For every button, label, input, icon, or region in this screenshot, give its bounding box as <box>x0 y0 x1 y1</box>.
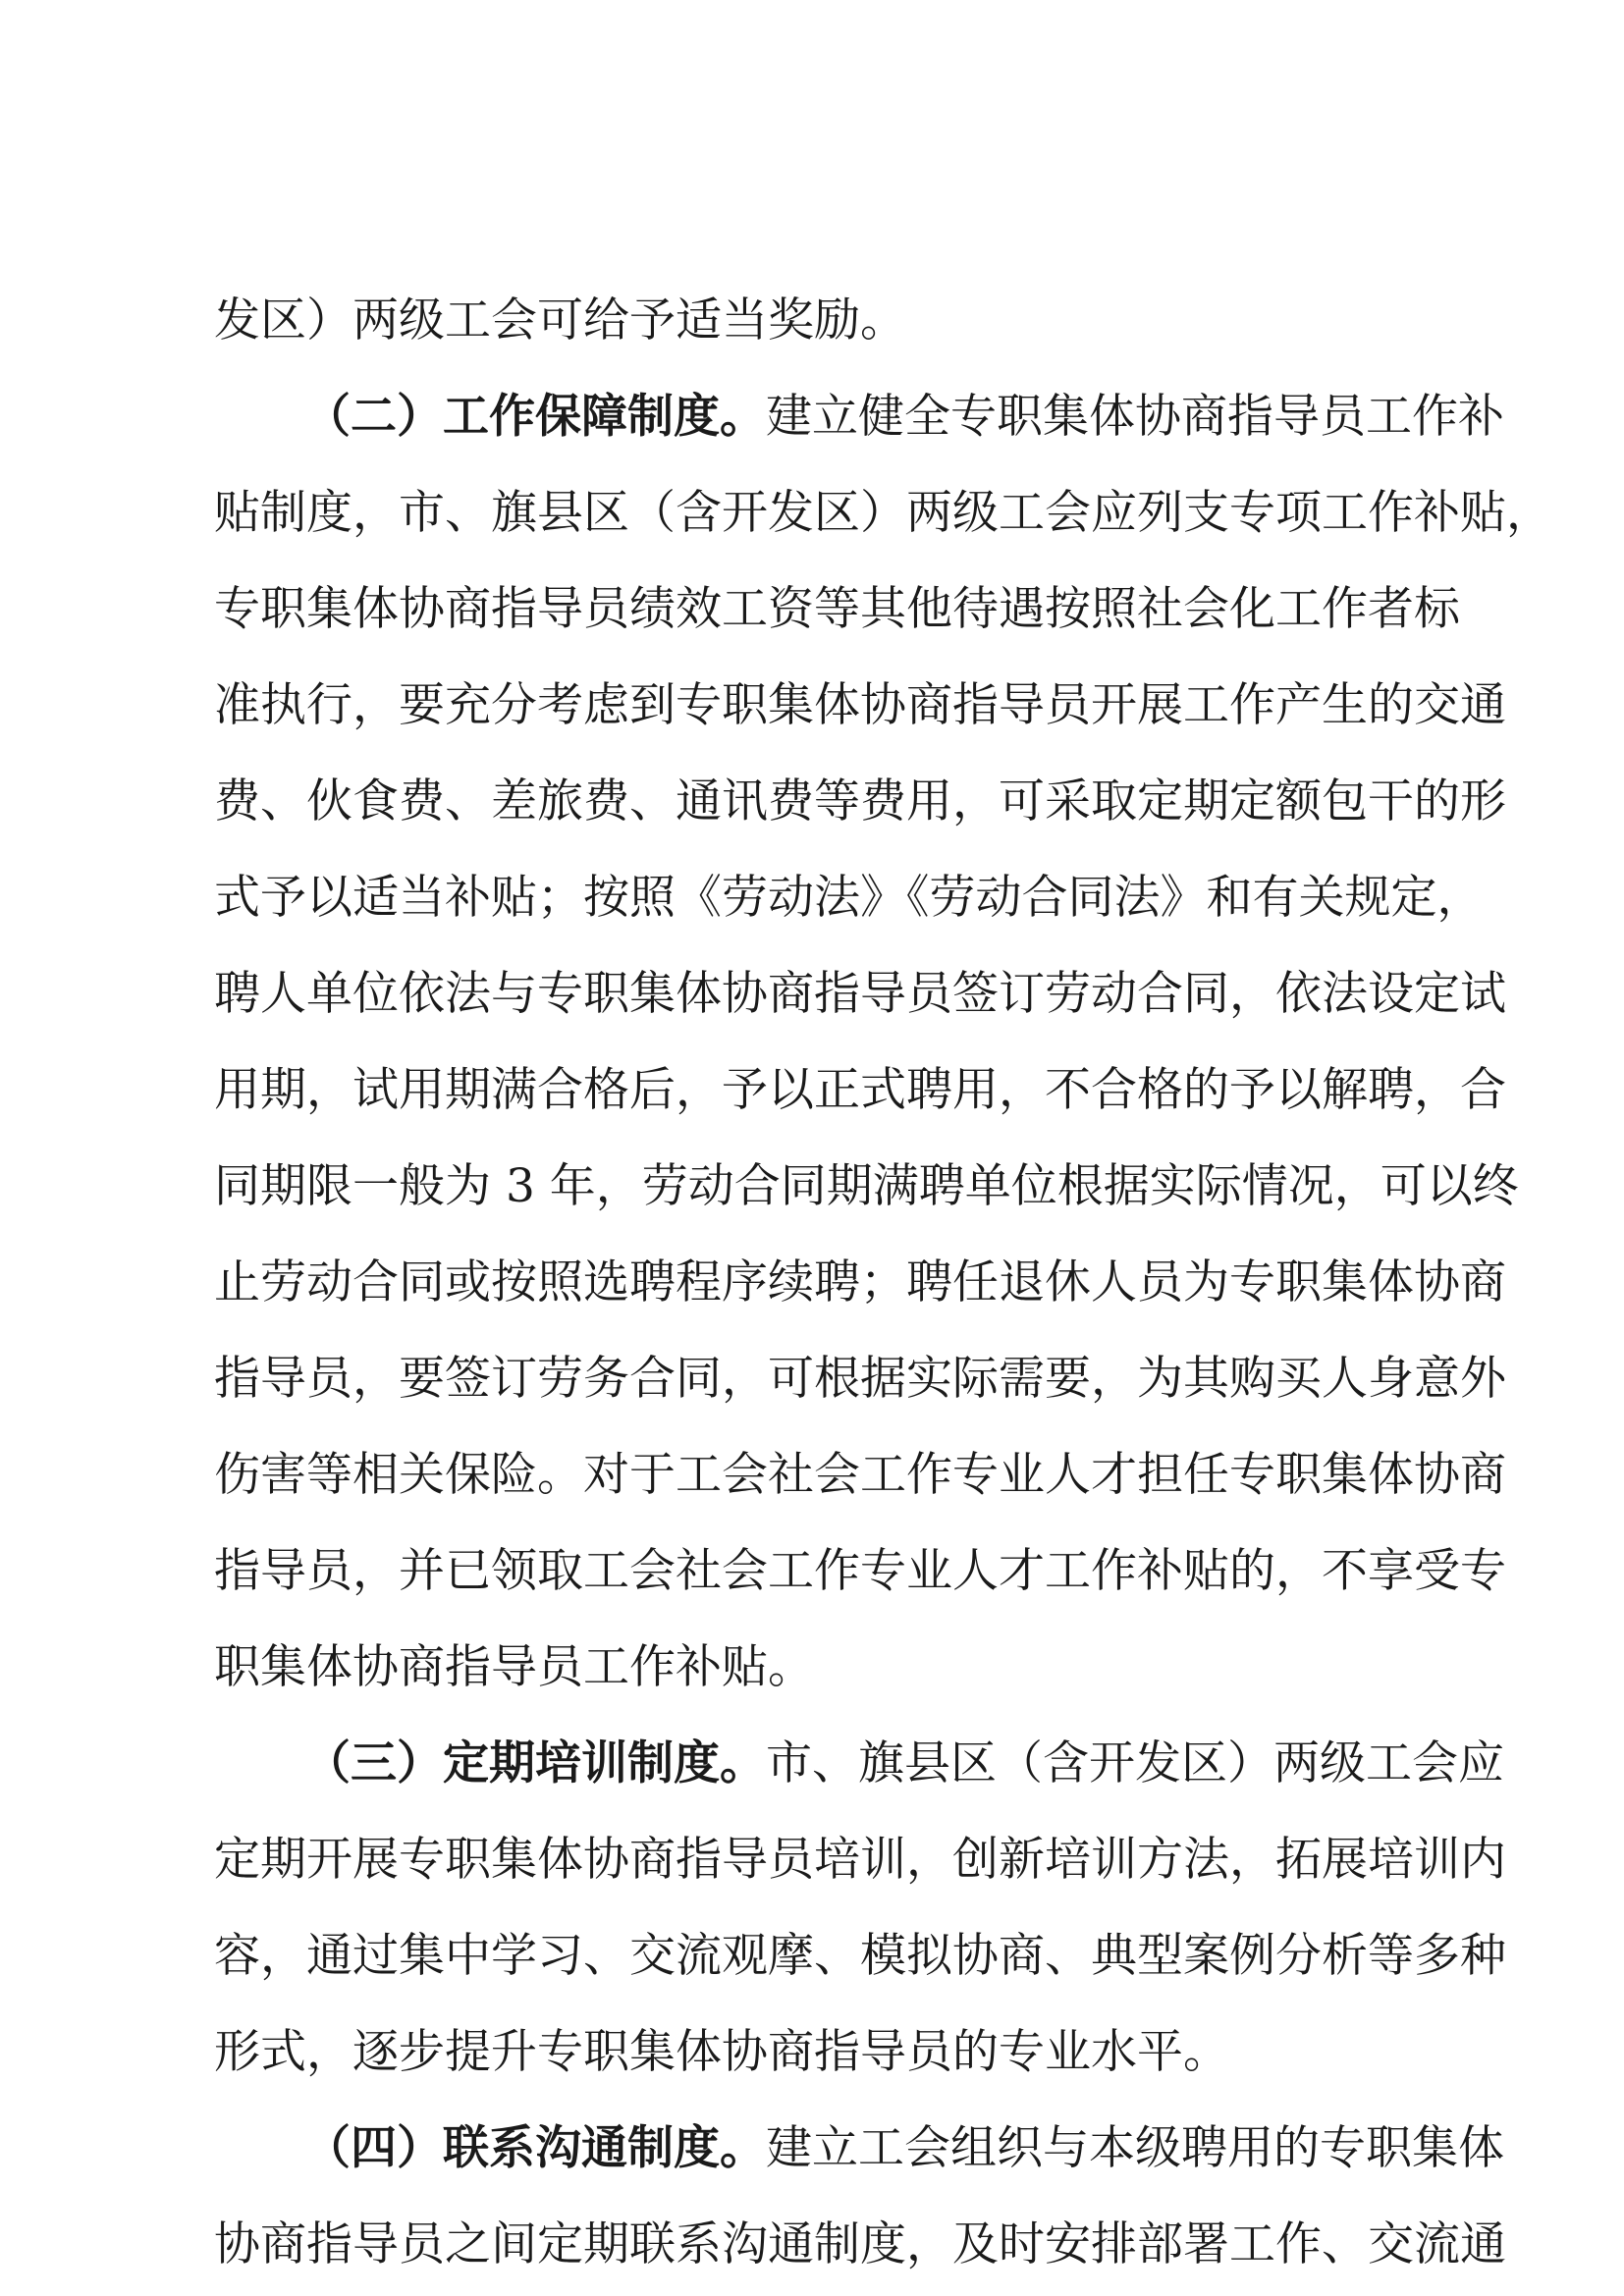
section-heading-communication: （四）联系沟通制度。 <box>304 2121 766 2175</box>
text-line: 用期，试用期满合格后，予以正式聘用，不合格的予以解聘，合 <box>214 1063 1506 1117</box>
text-line: 同期限一般为 3 年，劳动合同期满聘单位根据实际情况，可以终 <box>214 1159 1519 1213</box>
text-line: 指导员，并已领取工会社会工作专业人才工作补贴的，不享受专 <box>214 1544 1506 1598</box>
text-line: 聘人单位依法与专职集体协商指导员签订劳动合同，依法设定试 <box>214 967 1506 1021</box>
paragraph-lead-text: 建立健全专职集体协商指导员工作补 <box>766 390 1504 444</box>
text-line: 容，通过集中学习、交流观摩、模拟协商、典型案例分析等多种 <box>214 1929 1506 1983</box>
text-line: 准执行，要充分考虑到专职集体协商指导员开展工作产生的交通 <box>214 678 1506 732</box>
text-line: 贴制度，市、旗县区（含开发区）两级工会应列支专项工作补贴， <box>214 486 1552 540</box>
text-line: 职集体协商指导员工作补贴。 <box>214 1640 814 1694</box>
text-line: 式予以适当补贴；按照《劳动法》《劳动合同法》和有关规定， <box>214 871 1484 925</box>
text-line: 伤害等相关保险。对于工会社会工作专业人才担任专职集体协商 <box>214 1448 1506 1502</box>
text-line: 止劳动合同或按照选聘程序续聘；聘任退休人员为专职集体协商 <box>214 1255 1506 1309</box>
paragraph-lead-text: 市、旗县区（含开发区）两级工会应 <box>766 1736 1504 1790</box>
text-line: 专职集体协商指导员绩效工资等其他待遇按照社会化工作者标 <box>214 582 1460 636</box>
paragraph-lead-text: 建立工会组织与本级聘用的专职集体 <box>766 2121 1504 2175</box>
paragraph-opening-line <box>304 1735 1504 1793</box>
text-line: 发区）两级工会可给予适当奖励。 <box>214 294 906 347</box>
text-line: 协商指导员之间定期联系沟通制度，及时安排部署工作、交流通 <box>214 2217 1506 2271</box>
text-line: 费、伙食费、差旅费、通讯费等费用，可采取定期定额包干的形 <box>214 774 1506 828</box>
text-line: 形式，逐步提升专职集体协商指导员的专业水平。 <box>214 2025 1229 2079</box>
paragraph-opening-line <box>304 388 1504 447</box>
section-heading-regular-training: （三）定期培训制度。 <box>304 1736 766 1790</box>
text-line: 指导员，要签订劳务合同，可根据实际需要，为其购买人身意外 <box>214 1352 1506 1406</box>
section-heading-work-guarantee: （二）工作保障制度。 <box>304 390 766 444</box>
text-line: 定期开展专职集体协商指导员培训，创新培训方法，拓展培训内 <box>214 1833 1506 1887</box>
paragraph-opening-line <box>304 2119 1504 2178</box>
